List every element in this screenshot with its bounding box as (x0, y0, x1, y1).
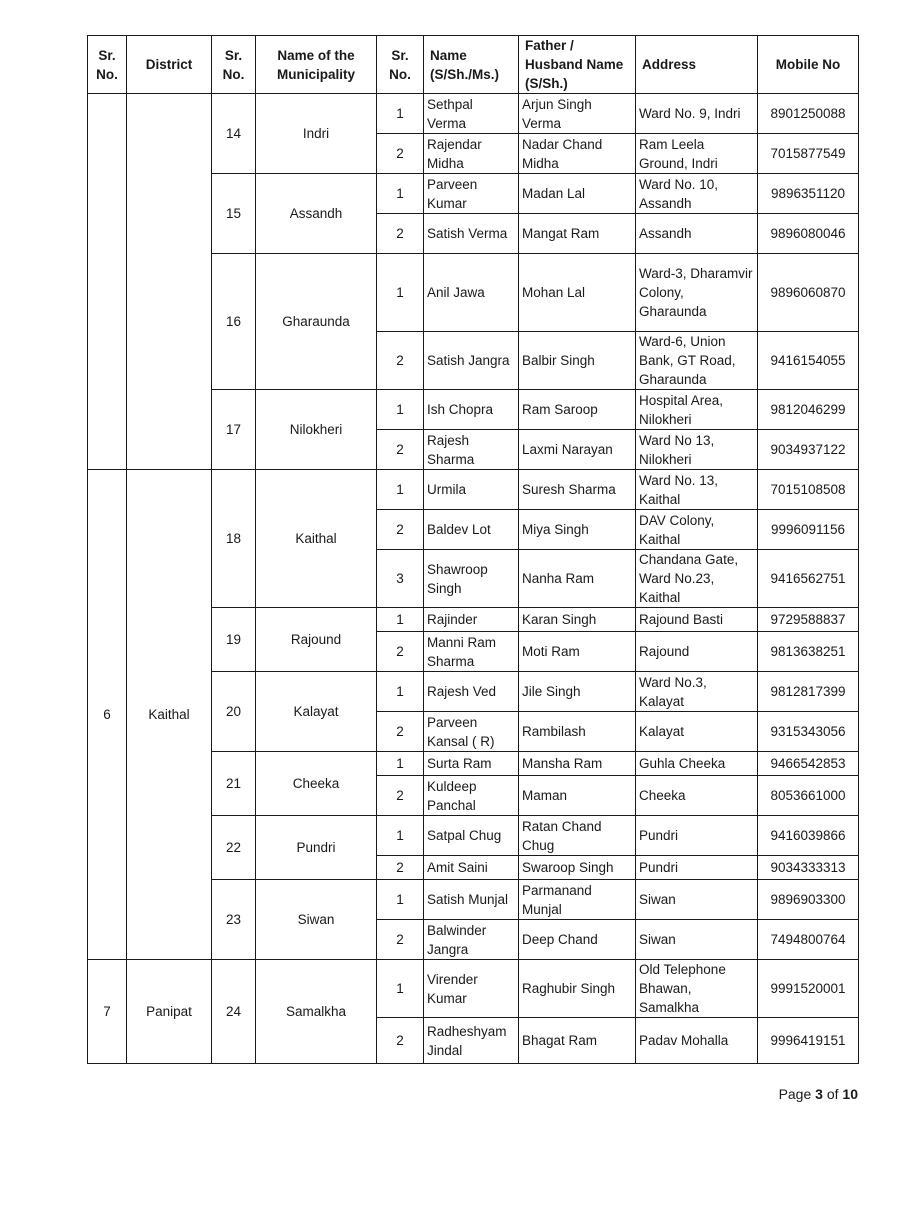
mobile-cell: 8901250088 (758, 94, 859, 134)
person-sr-cell: 2 (377, 920, 424, 960)
address-cell: Siwan (636, 880, 758, 920)
name-cell: Kuldeep Panchal (424, 776, 519, 816)
municipality-cell: Rajound (256, 608, 377, 672)
father-cell: Balbir Singh (519, 332, 636, 390)
district-cell (127, 94, 212, 470)
father-cell: Ram Saroop (519, 390, 636, 430)
father-cell: Arjun Singh Verma (519, 94, 636, 134)
table-row (88, 960, 859, 1018)
address-cell: Pundri (636, 816, 758, 856)
municipality-sr-cell: 19 (212, 608, 256, 672)
header-municipality: Name of the Municipality (256, 36, 377, 94)
address-cell: Ward No. 13, Kaithal (636, 470, 758, 510)
mobile-cell: 9812817399 (758, 672, 859, 712)
address-cell: Siwan (636, 920, 758, 960)
father-cell: Mohan Lal (519, 254, 636, 332)
person-sr-cell: 2 (377, 632, 424, 672)
address-cell: Assandh (636, 214, 758, 254)
father-cell: Jile Singh (519, 672, 636, 712)
mobile-cell: 9416562751 (758, 550, 859, 608)
name-cell: Radheshyam Jindal (424, 1018, 519, 1064)
person-sr-cell: 1 (377, 816, 424, 856)
municipality-cell: Pundri (256, 816, 377, 880)
address-cell: Ward No 13, Nilokheri (636, 430, 758, 470)
name-cell: Rajesh Ved (424, 672, 519, 712)
father-cell: Ratan Chand Chug (519, 816, 636, 856)
municipality-cell: Cheeka (256, 752, 377, 816)
name-cell: Parveen Kumar (424, 174, 519, 214)
person-sr-cell: 2 (377, 332, 424, 390)
header-mobile: Mobile No (758, 36, 859, 94)
address-cell: Kalayat (636, 712, 758, 752)
name-cell: Rajinder (424, 608, 519, 632)
mobile-cell: 9416154055 (758, 332, 859, 390)
name-cell: Rajesh Sharma (424, 430, 519, 470)
father-cell: Nanha Ram (519, 550, 636, 608)
municipality-sr-cell: 18 (212, 470, 256, 608)
name-cell: Amit Saini (424, 856, 519, 880)
mobile-cell: 9729588837 (758, 608, 859, 632)
father-cell: Swaroop Singh (519, 856, 636, 880)
mobile-cell: 9416039866 (758, 816, 859, 856)
father-cell: Mansha Ram (519, 752, 636, 776)
address-cell: Rajound (636, 632, 758, 672)
name-cell: Parveen Kansal ( R) (424, 712, 519, 752)
municipality-sr-cell: 21 (212, 752, 256, 816)
municipality-cell: Kaithal (256, 470, 377, 608)
person-sr-cell: 2 (377, 712, 424, 752)
mobile-cell: 7015108508 (758, 470, 859, 510)
person-sr-cell: 1 (377, 390, 424, 430)
address-cell: DAV Colony, Kaithal (636, 510, 758, 550)
person-sr-cell: 3 (377, 550, 424, 608)
district-sr-cell: 6 (88, 470, 127, 960)
person-sr-cell: 1 (377, 254, 424, 332)
mobile-cell: 9034333313 (758, 856, 859, 880)
person-sr-cell: 2 (377, 776, 424, 816)
father-cell: Maman (519, 776, 636, 816)
municipality-sr-cell: 23 (212, 880, 256, 960)
district-sr-cell (88, 94, 127, 470)
mobile-cell: 9896060870 (758, 254, 859, 332)
header-district-sr: Sr. No. (88, 36, 127, 94)
page-separator: of (822, 1086, 843, 1102)
mobile-cell: 8053661000 (758, 776, 859, 816)
page-total: 10 (842, 1086, 858, 1102)
district-cell: Kaithal (127, 470, 212, 960)
mobile-cell: 9996419151 (758, 1018, 859, 1064)
header-name: Name (S/Sh./Ms.) (424, 36, 519, 94)
address-cell: Ward No. 10, Assandh (636, 174, 758, 214)
municipality-sr-cell: 24 (212, 960, 256, 1064)
address-cell: Pundri (636, 856, 758, 880)
person-sr-cell: 2 (377, 856, 424, 880)
address-cell: Cheeka (636, 776, 758, 816)
page-number (740, 1086, 858, 1102)
address-cell: Padav Mohalla (636, 1018, 758, 1064)
father-cell: Karan Singh (519, 608, 636, 632)
mobile-cell: 9896903300 (758, 880, 859, 920)
address-cell: Ward No. 9, Indri (636, 94, 758, 134)
header-row (88, 36, 859, 94)
name-cell: Manni Ram Sharma (424, 632, 519, 672)
municipality-cell: Kalayat (256, 672, 377, 752)
municipality-sr-cell: 17 (212, 390, 256, 470)
header-address: Address (636, 36, 758, 94)
mobile-cell: 9991520001 (758, 960, 859, 1018)
municipality-sr-cell: 16 (212, 254, 256, 390)
mobile-cell: 9896080046 (758, 214, 859, 254)
name-cell: Satish Munjal (424, 880, 519, 920)
table-row (88, 470, 859, 510)
father-cell: Suresh Sharma (519, 470, 636, 510)
name-cell: Balwinder Jangra (424, 920, 519, 960)
mobile-cell: 9466542853 (758, 752, 859, 776)
name-cell: Shawroop Singh (424, 550, 519, 608)
municipality-cell: Nilokheri (256, 390, 377, 470)
father-cell: Deep Chand (519, 920, 636, 960)
father-cell: Rambilash (519, 712, 636, 752)
header-district: District (127, 36, 212, 94)
person-sr-cell: 2 (377, 134, 424, 174)
person-sr-cell: 1 (377, 94, 424, 134)
address-cell: Ward-6, Union Bank, GT Road, Gharaunda (636, 332, 758, 390)
person-sr-cell: 1 (377, 470, 424, 510)
name-cell: Baldev Lot (424, 510, 519, 550)
header-father: Father / Husband Name (S/Sh.) (519, 36, 636, 94)
address-cell: Ward-3, Dharamvir Colony, Gharaunda (636, 254, 758, 332)
name-cell: Surta Ram (424, 752, 519, 776)
municipality-cell: Gharaunda (256, 254, 377, 390)
address-cell: Old Telephone Bhawan, Samalkha (636, 960, 758, 1018)
name-cell: Ish Chopra (424, 390, 519, 430)
person-sr-cell: 2 (377, 214, 424, 254)
mobile-cell: 7015877549 (758, 134, 859, 174)
person-sr-cell: 1 (377, 672, 424, 712)
father-cell: Madan Lal (519, 174, 636, 214)
address-cell: Guhla Cheeka (636, 752, 758, 776)
name-cell: Satish Jangra (424, 332, 519, 390)
father-cell: Laxmi Narayan (519, 430, 636, 470)
person-sr-cell: 1 (377, 880, 424, 920)
father-cell: Bhagat Ram (519, 1018, 636, 1064)
person-sr-cell: 1 (377, 174, 424, 214)
municipality-cell: Indri (256, 94, 377, 174)
father-cell: Moti Ram (519, 632, 636, 672)
municipality-cell: Assandh (256, 174, 377, 254)
table-row (88, 94, 859, 134)
district-sr-cell: 7 (88, 960, 127, 1064)
person-sr-cell: 1 (377, 752, 424, 776)
father-cell: Parmanand Munjal (519, 880, 636, 920)
mobile-cell: 9315343056 (758, 712, 859, 752)
district-cell: Panipat (127, 960, 212, 1064)
address-cell: Rajound Basti (636, 608, 758, 632)
father-cell: Miya Singh (519, 510, 636, 550)
municipality-cell: Samalkha (256, 960, 377, 1064)
municipality-sr-cell: 15 (212, 174, 256, 254)
page-current: 3 (815, 1086, 823, 1102)
page-prefix: Page (778, 1086, 816, 1102)
municipality-sr-cell: 14 (212, 94, 256, 174)
mobile-cell: 9812046299 (758, 390, 859, 430)
address-cell: Chandana Gate, Ward No.23, Kaithal (636, 550, 758, 608)
name-cell: Rajendar Midha (424, 134, 519, 174)
person-sr-cell: 1 (377, 608, 424, 632)
name-cell: Satpal Chug (424, 816, 519, 856)
municipality-cell: Siwan (256, 880, 377, 960)
person-sr-cell: 2 (377, 510, 424, 550)
mobile-cell: 9034937122 (758, 430, 859, 470)
father-cell: Raghubir Singh (519, 960, 636, 1018)
municipality-sr-cell: 22 (212, 816, 256, 880)
father-cell: Mangat Ram (519, 214, 636, 254)
header-municipality-sr: Sr. No. (212, 36, 256, 94)
address-cell: Hospital Area, Nilokheri (636, 390, 758, 430)
municipality-sr-cell: 20 (212, 672, 256, 752)
mobile-cell: 9813638251 (758, 632, 859, 672)
person-sr-cell: 1 (377, 960, 424, 1018)
mobile-cell: 9896351120 (758, 174, 859, 214)
person-sr-cell: 2 (377, 1018, 424, 1064)
name-cell: Sethpal Verma (424, 94, 519, 134)
name-cell: Anil Jawa (424, 254, 519, 332)
person-sr-cell: 2 (377, 430, 424, 470)
address-cell: Ward No.3, Kalayat (636, 672, 758, 712)
municipality-contact-table (87, 35, 859, 1064)
mobile-cell: 9996091156 (758, 510, 859, 550)
name-cell: Virender Kumar (424, 960, 519, 1018)
name-cell: Urmila (424, 470, 519, 510)
mobile-cell: 7494800764 (758, 920, 859, 960)
name-cell: Satish Verma (424, 214, 519, 254)
header-person-sr: Sr. No. (377, 36, 424, 94)
address-cell: Ram Leela Ground, Indri (636, 134, 758, 174)
father-cell: Nadar Chand Midha (519, 134, 636, 174)
